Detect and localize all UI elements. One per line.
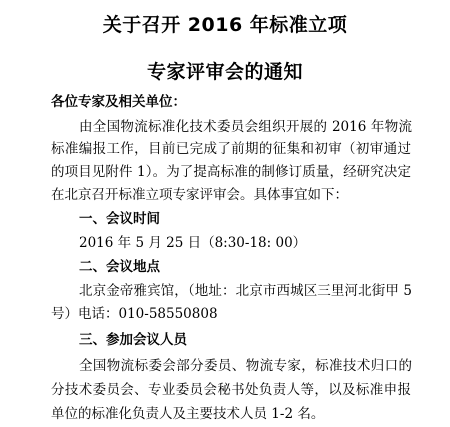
document-title-line-1: 关于召开 2016 年标准立项 — [102, 14, 348, 36]
salutation: 各位专家及相关单位： — [51, 94, 186, 110]
document-title-line-2: 专家评审会的通知 — [146, 61, 303, 83]
meeting-location-line-2: 号）电话：010-58550808 — [51, 306, 218, 322]
section-heading-attendees: 三、参加会议人员 — [79, 332, 187, 348]
intro-line-1: 由全国物流标准化技术委员会组织开展的 2016 年物流 — [79, 119, 412, 135]
section-heading-location: 二、会议地点 — [79, 259, 160, 275]
intro-line-3: 的项目见附件 1）。为了提高标准的制修订质量，经研究决定 — [51, 164, 411, 180]
intro-line-2: 标准编报工作，目前已完成了前期的征集和初审（初审通过 — [51, 141, 411, 157]
attendees-line-2: 分技术委员会、专业委员会秘书处负责人等，以及标准申报 — [51, 382, 411, 398]
meeting-location-line-1: 北京金帝雅宾馆，（地址：北京市西城区三里河北街甲 5 — [79, 283, 412, 299]
meeting-time: 2016 年 5 月 25 日（8:30-18: 00） — [79, 235, 307, 251]
attendees-line-3: 单位的标准化负责人及主要技术人员 1-2 名。 — [51, 406, 325, 422]
attendees-line-1: 全国物流标委会部分委员、物流专家，标准技术归口的 — [79, 358, 412, 374]
section-heading-time: 一、会议时间 — [79, 211, 160, 227]
intro-line-4: 在北京召开标准立项专家评审会。具体事宜如下： — [51, 187, 348, 203]
